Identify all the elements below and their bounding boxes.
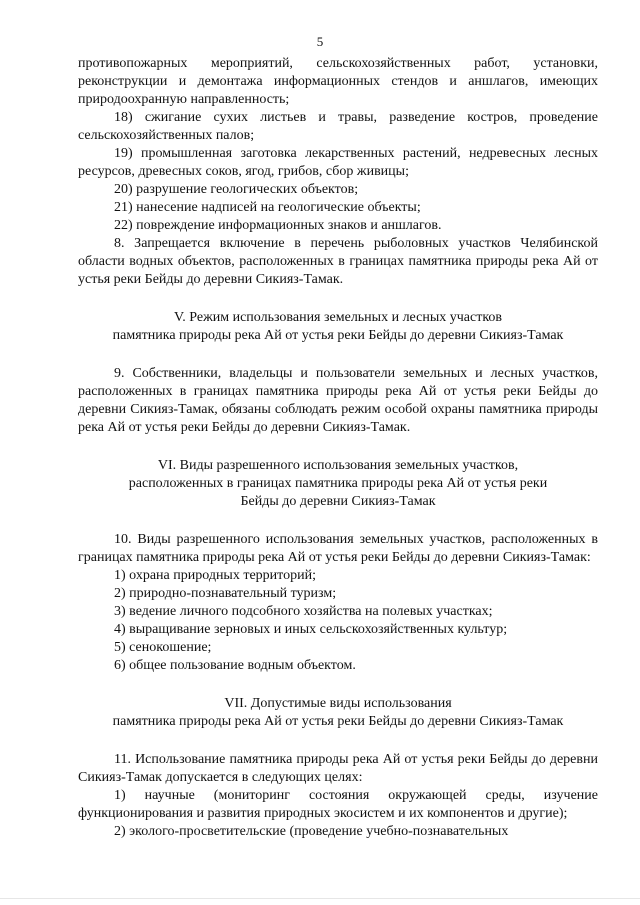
page-bottom-edge	[0, 898, 640, 899]
list-item-20: 20) разрушение геологических объектов;	[114, 182, 359, 197]
section-6-heading-line3: Бейды до деревни Сикияз-Тамак	[240, 494, 436, 509]
list-item: 3) ведение личного подсобного хозяйства на полевых участках;	[114, 604, 493, 619]
list-item: 4) выращивание зерновых и иных сельскохозяйственных культур;	[114, 622, 508, 637]
section-7-heading-line1: VII. Допустимые виды использования	[224, 696, 452, 711]
list-item-18: 18) сжигание сухих листьев и травы, разведение костров, проведение сельскохозяйственных палов;	[78, 110, 598, 143]
list-item: 1) охрана природных территорий;	[114, 568, 316, 583]
section-5-heading-line2: памятника природы река Ай от устья реки Бейды до деревни Сикияз-Тамак	[112, 328, 564, 343]
list-item: 6) общее пользование водным объектом.	[114, 658, 356, 673]
clause-11: 11. Использование памятника природы река Ай от устья реки Бейды до деревни Сикияз-Тамак допускается в следующих целях:	[78, 752, 598, 785]
page-number: 5	[316, 34, 324, 49]
section-5-heading-line1: V. Режим использования земельных и лесных участков	[173, 310, 503, 325]
list-item: 5) сенокошение;	[114, 640, 212, 655]
clause-9: 9. Собственники, владельцы и пользователи земельных и лесных участков, расположенных в границах памятника природы река Ай от устья реки Бейды до деревни Сикияз-Тамак, обязаны соблюдать режим особой охраны памятника природы река Ай от устья реки Бейды до деревни Сикияз-Тамак.	[78, 366, 598, 435]
section-6-heading-line2: расположенных в границах памятника природы река Ай от устья реки	[128, 476, 548, 491]
section-7-heading-line2: памятника природы река Ай от устья реки Бейды до деревни Сикияз-Тамак	[112, 714, 564, 729]
list-item-21: 21) нанесение надписей на геологические объекты;	[114, 200, 421, 215]
list-item: 1) научные (мониторинг состояния окружающей среды, изучение функционирования и развития природных экосистем и их компонентов и другие);	[78, 788, 598, 821]
section-6-heading-line1: VI. Виды разрешенного использования земельных участков,	[157, 458, 519, 473]
paragraph-continuation: противопожарных мероприятий, сельскохозяйственных работ, установки, реконструкции и демонтажа информационных стендов и аншлагов, имеющих природоохранную направленность;	[78, 56, 598, 107]
clause-8: 8. Запрещается включение в перечень рыболовных участков Челябинской области водных объектов, расположенных в границах памятника природы река Ай от устья реки Бейды до деревни Сикияз-Тамак.	[78, 236, 598, 287]
list-item-19: 19) промышленная заготовка лекарственных растений, недревесных лесных ресурсов, древесных соков, ягод, грибов, сбор живицы;	[78, 146, 598, 179]
clause-10: 10. Виды разрешенного использования земельных участков, расположенных в границах памятника природы река Ай от устья реки Бейды до деревни Сикияз-Тамак:	[78, 532, 598, 565]
list-item: 2) эколого-просветительские (проведение учебно-познавательных	[114, 824, 509, 839]
list-item-22: 22) повреждение информационных знаков и аншлагов.	[114, 218, 442, 233]
document-body	[78, 55, 598, 841]
list-item: 2) природно-познавательный туризм;	[114, 586, 337, 601]
